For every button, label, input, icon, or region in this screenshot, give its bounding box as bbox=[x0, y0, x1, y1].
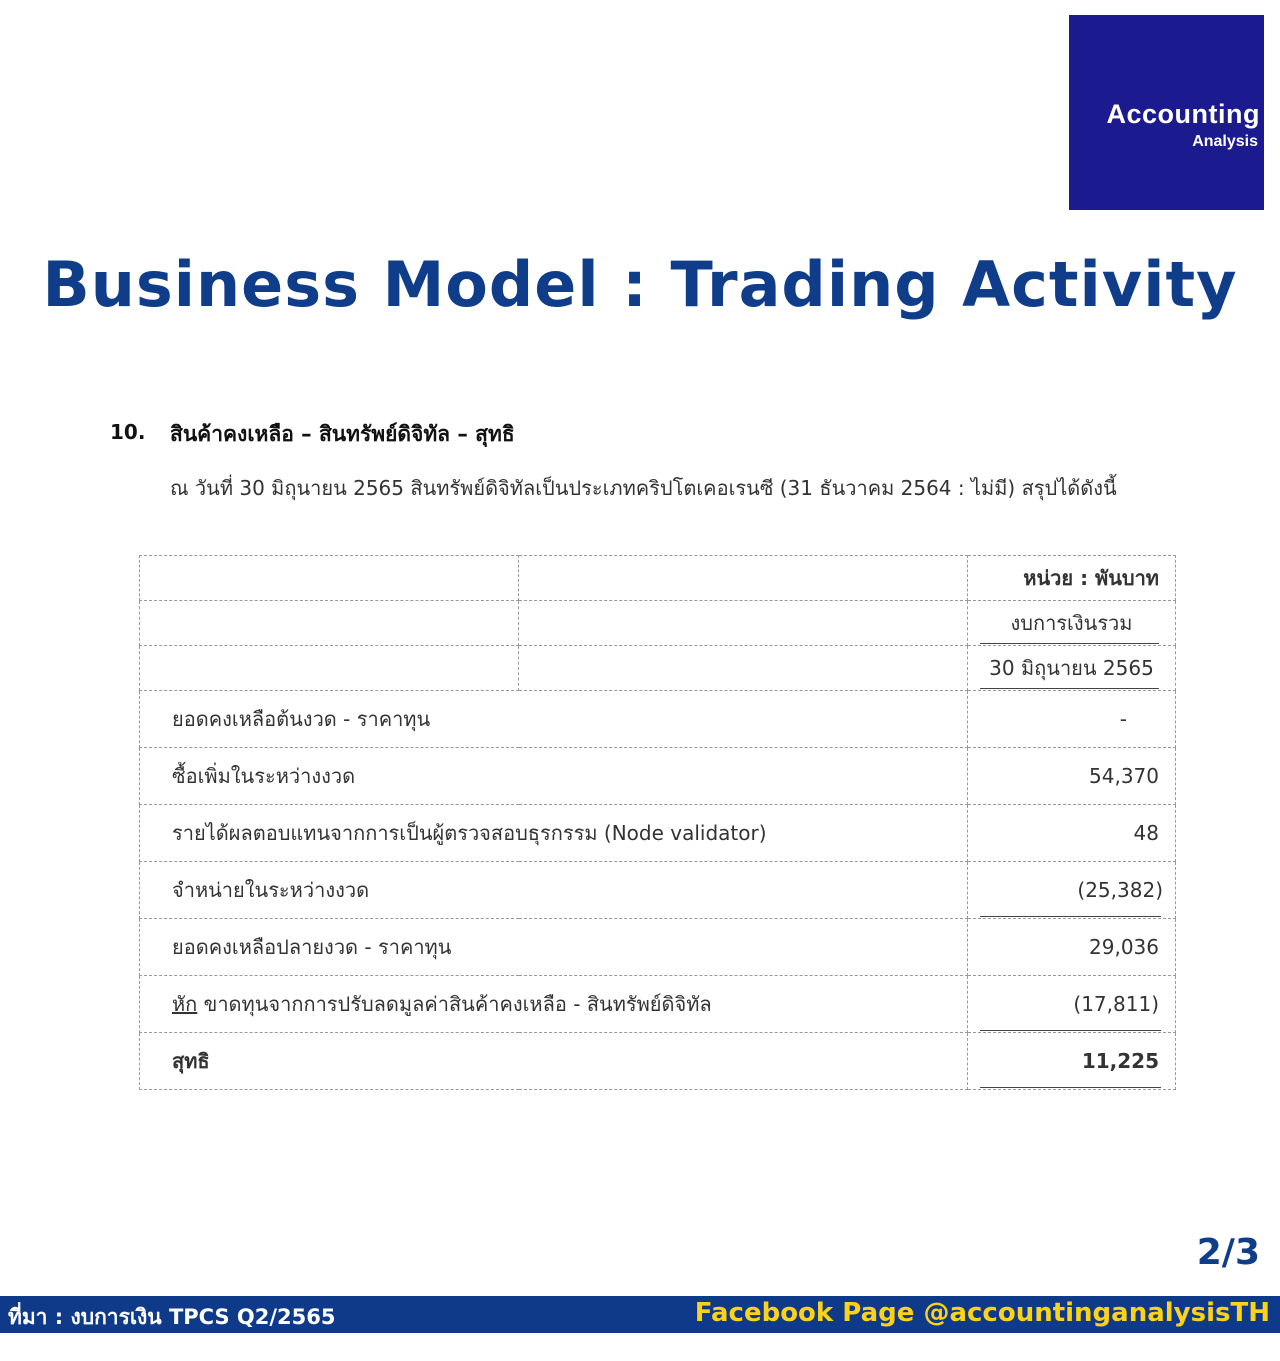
column-date: 30 มิถุนายน 2565 bbox=[968, 646, 1176, 691]
financial-table bbox=[139, 555, 1176, 1090]
table-row bbox=[140, 862, 1176, 919]
table-row bbox=[140, 919, 1176, 976]
row-label: ยอดคงเหลือปลายงวด - ราคาทุน bbox=[140, 919, 968, 976]
footer-source: ที่มา : งบการเงิน TPCS Q2/2565 bbox=[8, 1305, 336, 1329]
column-header: งบการเงินรวม bbox=[968, 601, 1176, 646]
footer-bar bbox=[0, 1296, 1280, 1333]
row-value: 48 bbox=[968, 805, 1176, 862]
row-label bbox=[140, 976, 968, 1033]
note-heading: สินค้าคงเหลือ – สินทรัพย์ดิจิทัล – สุทธิ bbox=[170, 422, 515, 446]
row-label: รายได้ผลตอบแทนจากการเป็นผู้ตรวจสอบธุรกรรม (Node validator) bbox=[140, 805, 968, 862]
page-title: Business Model : Trading Activity bbox=[42, 248, 1238, 321]
logo bbox=[1069, 15, 1264, 210]
total-value: 11,225 bbox=[968, 1033, 1176, 1090]
table-row bbox=[140, 976, 1176, 1033]
logo-line2: Analysis bbox=[1192, 133, 1258, 150]
table-header-row bbox=[140, 556, 1176, 601]
row-value: (17,811) bbox=[968, 976, 1176, 1033]
row-label: ยอดคงเหลือต้นงวด - ราคาทุน bbox=[140, 691, 968, 748]
table-row bbox=[140, 691, 1176, 748]
row-value: 29,036 bbox=[968, 919, 1176, 976]
logo-line1: Accounting bbox=[1106, 99, 1260, 129]
row-label-prefix: หัก bbox=[172, 992, 198, 1016]
table-row bbox=[140, 805, 1176, 862]
note-number: 10. bbox=[110, 420, 146, 444]
unit-label: หน่วย : พันบาท bbox=[968, 556, 1176, 601]
row-value: (25,382) bbox=[968, 862, 1176, 919]
table-row bbox=[140, 748, 1176, 805]
table-total-row bbox=[140, 1033, 1176, 1090]
row-value: 54,370 bbox=[968, 748, 1176, 805]
table-header-row bbox=[140, 646, 1176, 691]
note-paragraph: ณ วันที่ 30 มิถุนายน 2565 สินทรัพย์ดิจิทัลเป็นประเภทคริปโตเคอเรนซี (31 ธันวาคม 2564 : ไม่มี) สรุปได้ดังนี้ bbox=[170, 476, 1117, 500]
table-header-row bbox=[140, 601, 1176, 646]
footer-facebook: Facebook Page @accountinganalysisTH bbox=[694, 1298, 1270, 1328]
total-label: สุทธิ bbox=[140, 1033, 968, 1090]
row-label: จำหน่ายในระหว่างงวด bbox=[140, 862, 968, 919]
row-label-text: ขาดทุนจากการปรับลดมูลค่าสินค้าคงเหลือ - สินทรัพย์ดิจิทัล bbox=[197, 992, 712, 1016]
row-label: ซื้อเพิ่มในระหว่างงวด bbox=[140, 748, 968, 805]
row-value: - bbox=[968, 691, 1176, 748]
page-number: 2/3 bbox=[1196, 1232, 1260, 1273]
